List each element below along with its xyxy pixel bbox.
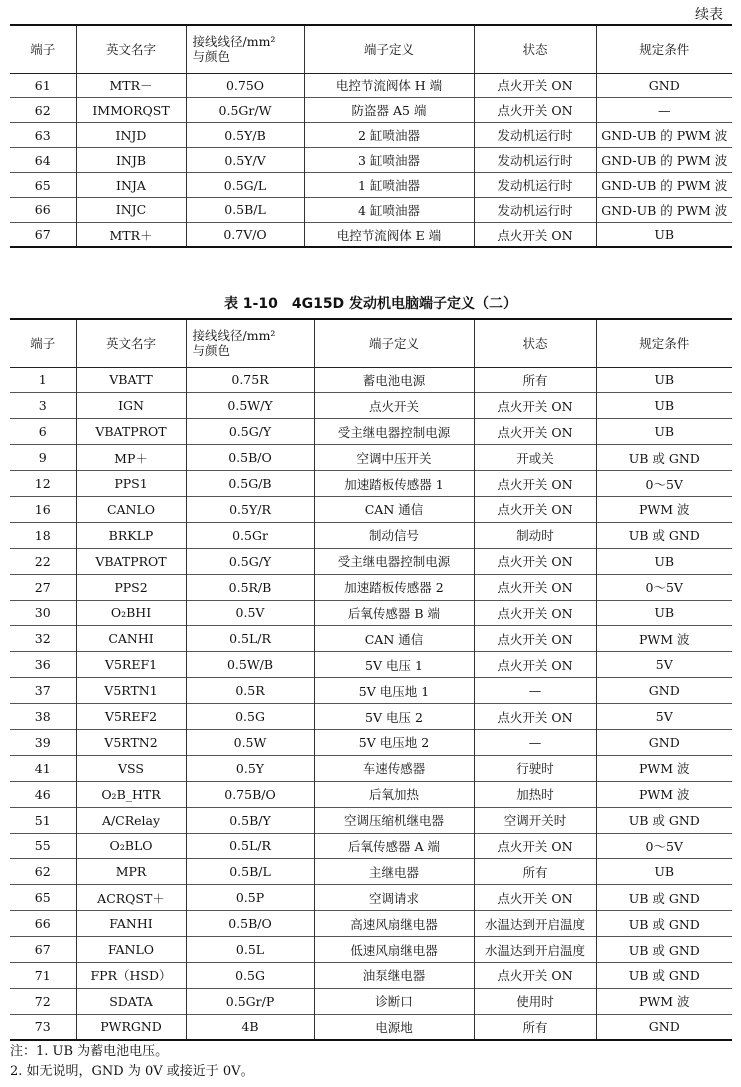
table-cell: 诊断口 [314,988,474,1014]
table-cell: MPR [76,859,186,885]
table-cell: 0.5B/O [186,911,314,937]
table-cell: 0.5B/L [186,859,314,885]
table-row [10,988,732,1014]
table-row [10,729,732,755]
table-cell: 73 [34,1019,51,1035]
table-cell: 点火开关 ON [474,885,596,911]
table-cell: 55 [34,838,51,854]
table-cell: 64 [34,152,51,168]
column-header: 端子 [30,335,56,351]
table-cell: 63 [34,127,51,143]
table-cell: UB 或 GND [596,911,732,937]
table-cell: 0.5B/Y [186,807,314,833]
table-cell: 使用时 [474,988,596,1014]
table-row [10,445,732,471]
table-cell: 点火开关 ON [474,652,596,678]
table-cell: PWM 波 [596,496,732,522]
column-header: 状态 [474,25,596,73]
footnote-1: 注：1. UB 为蓄电池电压。 [10,1044,169,1059]
table-row [10,574,732,600]
table-cell: 0.5W/B [186,652,314,678]
table-cell: UB [596,600,732,626]
column-header: 英文名字 [76,25,186,73]
table-cell: 0.5Gr/P [186,988,314,1014]
table-cell: 0.5L/R [186,626,314,652]
table-cell: 0.75B/O [186,781,314,807]
table-cell: GND-UB 的 PWM 波 [596,123,732,148]
table-row [10,393,732,419]
table-cell: 所有 [474,1014,596,1040]
column-header: 状态 [474,319,596,367]
table-cell: PWM 波 [596,626,732,652]
table-cell: 0.5G [186,962,314,988]
table-cell: 0.75R [186,367,314,393]
table-row [10,755,732,781]
table-cell: 5V 电压 2 [314,704,474,730]
table-cell: 0.5B/L [186,197,304,222]
table-cell: 12 [34,476,51,491]
table-cell: 后氧传感器 B 端 [314,600,474,626]
table-cell: 5V 电压 1 [314,652,474,678]
table-cell: 4B [186,1014,314,1040]
table-row [10,833,732,859]
table-row [10,911,732,937]
table-row [10,222,732,247]
table-cell: V5REF2 [76,704,186,730]
table-cell: 0～5V [596,574,732,600]
table-cell: 18 [34,527,51,543]
table-cell: 点火开关 ON [474,73,596,98]
table-cell: 38 [34,709,51,725]
table-cell: 高速风扇继电器 [314,911,474,937]
table-cell: UB [596,393,732,419]
table-row [10,937,732,963]
table-cell: 点火开关 ON [474,704,596,730]
table-cell: 0.5R [186,678,314,704]
table-cell: VBATT [76,367,186,393]
table-cell: UB 或 GND [596,885,732,911]
table-cell: 0.5G/L [186,173,304,198]
table-cell: — [474,729,596,755]
table-cell: 0.5Y/R [186,496,314,522]
table-row [10,652,732,678]
footnotes [10,1042,254,1082]
table-cell: GND [596,729,732,755]
table-cell: — [596,98,732,123]
table-row [10,173,732,198]
table-cell: 3 [38,398,47,414]
table-row [10,1014,732,1040]
table-cell: UB [596,367,732,393]
table-cell: UB [596,419,732,445]
column-header: 端子 [30,41,56,57]
table-cell: 2 缸喷油器 [304,123,474,148]
table-row [10,496,732,522]
table-cell: INJA [76,173,186,198]
terminal-table-continued [10,24,732,248]
table-cell: 0.5W [186,729,314,755]
table-cell: 0～5V [596,471,732,497]
table-row [10,367,732,393]
table-cell: 电源地 [314,1014,474,1040]
table-row [10,962,732,988]
table-cell: 加速踏板传感器 2 [314,574,474,600]
table-cell: 点火开关 ON [474,393,596,419]
table-cell: 0.5V [186,600,314,626]
column-header: 端子定义 [314,319,474,367]
table-cell: 0.5P [186,885,314,911]
table-cell: 点火开关 ON [474,98,596,123]
table-cell: 0.5B/O [186,445,314,471]
table-cell: 水温达到开启温度 [474,937,596,963]
table-cell: 32 [34,631,51,647]
table-cell: 点火开关 ON [474,600,596,626]
table-cell: 0.5L/R [186,833,314,859]
table-cell: — [474,678,596,704]
table-cell: IMMORQST [76,98,186,123]
table-cell: 5V [596,652,732,678]
table-cell: 点火开关 ON [474,496,596,522]
table-cell: 后氧加热 [314,781,474,807]
table-cell: 67 [34,227,51,243]
table-row [10,548,732,574]
table-cell: 62 [34,864,51,880]
table-row [10,781,732,807]
table-cell: O₂BHI [76,600,186,626]
terminal-table-2 [10,318,732,1041]
table-cell: GND [596,678,732,704]
continued-label: 续表 [695,7,723,23]
table-cell: 5V [596,704,732,730]
column-header: 接线线径/mm² 与颜色 [186,25,304,73]
table-row [10,704,732,730]
table-cell: SDATA [76,988,186,1014]
table-cell: 发动机运行时 [474,197,596,222]
table-cell: 制动时 [474,522,596,548]
table-cell: 72 [34,993,51,1009]
table-cell: 0.5G/B [186,471,314,497]
table-cell: 0.75O [186,73,304,98]
table-cell: 1 缸喷油器 [304,173,474,198]
table-cell: 0.5G [186,704,314,730]
table-cell: 行驶时 [474,755,596,781]
table-cell: VBATPROT [76,419,186,445]
table-cell: UB [596,548,732,574]
table-cell: 加速踏板传感器 1 [314,471,474,497]
table-cell: GND-UB 的 PWM 波 [596,148,732,173]
table-cell: 41 [34,760,51,776]
table-caption: 表 1-10 4G15D 发动机电脑端子定义（二） [223,296,518,312]
table-cell: 发动机运行时 [474,123,596,148]
table-cell: CAN 通信 [314,496,474,522]
table-cell: 5V 电压地 2 [314,729,474,755]
table-cell: 受主继电器控制电源 [314,548,474,574]
table-cell: 22 [34,553,51,569]
table-cell: 制动信号 [314,522,474,548]
table-cell: 点火开关 ON [474,471,596,497]
table-cell: 所有 [474,859,596,885]
table-cell: 37 [34,683,51,699]
table-cell: IGN [76,393,186,419]
table-cell: 1 [38,372,47,388]
table-cell: ACRQST＋ [76,885,186,911]
table-cell: 4 缸喷油器 [304,197,474,222]
table-cell: 0～5V [596,833,732,859]
table-cell: PPS1 [76,471,186,497]
table-cell: 蓄电池电源 [314,367,474,393]
table-cell: 65 [34,177,51,193]
table-cell: 39 [34,734,51,750]
table-cell: PWM 波 [596,781,732,807]
table-cell: 空调请求 [314,885,474,911]
table-cell: 0.5G/Y [186,548,314,574]
table-row [10,600,732,626]
table-cell: 发动机运行时 [474,148,596,173]
table-cell: 0.7V/O [186,222,304,247]
table-cell: UB 或 GND [596,937,732,963]
table-cell: 0.5Y [186,755,314,781]
table-cell: 66 [34,202,51,218]
table-cell: 0.5Gr [186,522,314,548]
table-header-row [10,25,732,73]
table-row [10,197,732,222]
table-cell: UB [596,859,732,885]
footnote-2: 2. 如无说明，GND 为 0V 或接近于 0V。 [10,1064,254,1079]
table-cell: 0.5G/Y [186,419,314,445]
table-cell: GND [596,1014,732,1040]
table-cell: UB 或 GND [596,522,732,548]
table-cell: VBATPROT [76,548,186,574]
table-cell: 空调中压开关 [314,445,474,471]
table-cell: V5RTN1 [76,678,186,704]
table-cell: 0.5L [186,937,314,963]
table-row [10,148,732,173]
table-cell: 受主继电器控制电源 [314,419,474,445]
table-row [10,626,732,652]
table-cell: GND-UB 的 PWM 波 [596,173,732,198]
table-cell: 点火开关 ON [474,962,596,988]
table-cell: 0.5R/B [186,574,314,600]
table-cell: 点火开关 ON [474,626,596,652]
table-cell: 开或关 [474,445,596,471]
table-cell: 46 [34,786,51,802]
table-cell: 空调开关时 [474,807,596,833]
table-cell: CANHI [76,626,186,652]
table-cell: 点火开关 ON [474,833,596,859]
table-cell: 点火开关 ON [474,548,596,574]
table-cell: 65 [34,890,51,906]
table-cell: 主继电器 [314,859,474,885]
table-cell: 加热时 [474,781,596,807]
table-row [10,471,732,497]
table-row [10,885,732,911]
table-cell: 点火开关 ON [474,222,596,247]
table-cell: 5V 电压地 1 [314,678,474,704]
table-row [10,419,732,445]
table-cell: 点火开关 [314,393,474,419]
table-cell: INJD [76,123,186,148]
table-cell: 0.5Gr/W [186,98,304,123]
table-cell: 车速传感器 [314,755,474,781]
table-cell: UB 或 GND [596,962,732,988]
table-cell: 61 [34,77,51,93]
table-cell: GND-UB 的 PWM 波 [596,197,732,222]
table-cell: MTR＋ [76,222,186,247]
table-cell: 点火开关 ON [474,419,596,445]
table-cell: 水温达到开启温度 [474,911,596,937]
table-cell: 防盗器 A5 端 [304,98,474,123]
table-cell: 油泵继电器 [314,962,474,988]
table-cell: UB [596,222,732,247]
column-header: 端子定义 [304,25,474,73]
table-cell: BRKLP [76,522,186,548]
table-cell: UB 或 GND [596,445,732,471]
table-cell: PWM 波 [596,988,732,1014]
column-header: 规定条件 [596,25,732,73]
table-cell: 51 [34,812,51,828]
table-cell: 62 [34,102,51,118]
table-cell: V5RTN2 [76,729,186,755]
table-cell: GND [596,73,732,98]
table-cell: CANLO [76,496,186,522]
table-cell: FANHI [76,911,186,937]
table-row [10,807,732,833]
table-cell: 电控节流阀体 H 端 [304,73,474,98]
table-cell: 0.5W/Y [186,393,314,419]
table-row [10,522,732,548]
table-cell: PPS2 [76,574,186,600]
table-cell: 所有 [474,367,596,393]
table-cell: 点火开关 ON [474,574,596,600]
table-cell: 9 [38,450,47,466]
table-cell: 电控节流阀体 E 端 [304,222,474,247]
table-cell: O₂BLO [76,833,186,859]
table-cell: 后氧传感器 A 端 [314,833,474,859]
table-cell: O₂B_HTR [76,781,186,807]
table-cell: 发动机运行时 [474,173,596,198]
table-header-row [10,319,732,367]
table-cell: INJB [76,148,186,173]
table-cell: 67 [34,942,51,958]
table-cell: 36 [34,657,51,673]
table-cell: INJC [76,197,186,222]
table-cell: 71 [34,967,51,983]
table-cell: UB 或 GND [596,807,732,833]
table-row [10,98,732,123]
table-cell: 0.5Y/V [186,148,304,173]
table-cell: 低速风扇继电器 [314,937,474,963]
table-cell: FPR（HSD） [76,962,186,988]
column-header: 规定条件 [596,319,732,367]
table-row [10,678,732,704]
table-cell: FANLO [76,937,186,963]
table-cell: PWM 波 [596,755,732,781]
table-cell: VSS [76,755,186,781]
table-cell: A/CRelay [76,807,186,833]
table-cell: PWRGND [76,1014,186,1040]
table-cell: MP＋ [76,445,186,471]
column-header: 接线线径/mm² 与颜色 [186,319,314,367]
column-header: 英文名字 [76,319,186,367]
table-row [10,859,732,885]
table-row [10,123,732,148]
table-cell: 30 [34,605,51,621]
table-cell: V5REF1 [76,652,186,678]
table-cell: 27 [34,579,51,595]
table-cell: 66 [34,916,51,932]
table-cell: MTR－ [76,73,186,98]
table-cell: 16 [34,501,51,517]
table-row [10,73,732,98]
table-cell: 6 [38,424,47,440]
table-cell: CAN 通信 [314,626,474,652]
table-cell: 0.5Y/B [186,123,304,148]
table-cell: 空调压缩机继电器 [314,807,474,833]
table-cell: 3 缸喷油器 [304,148,474,173]
